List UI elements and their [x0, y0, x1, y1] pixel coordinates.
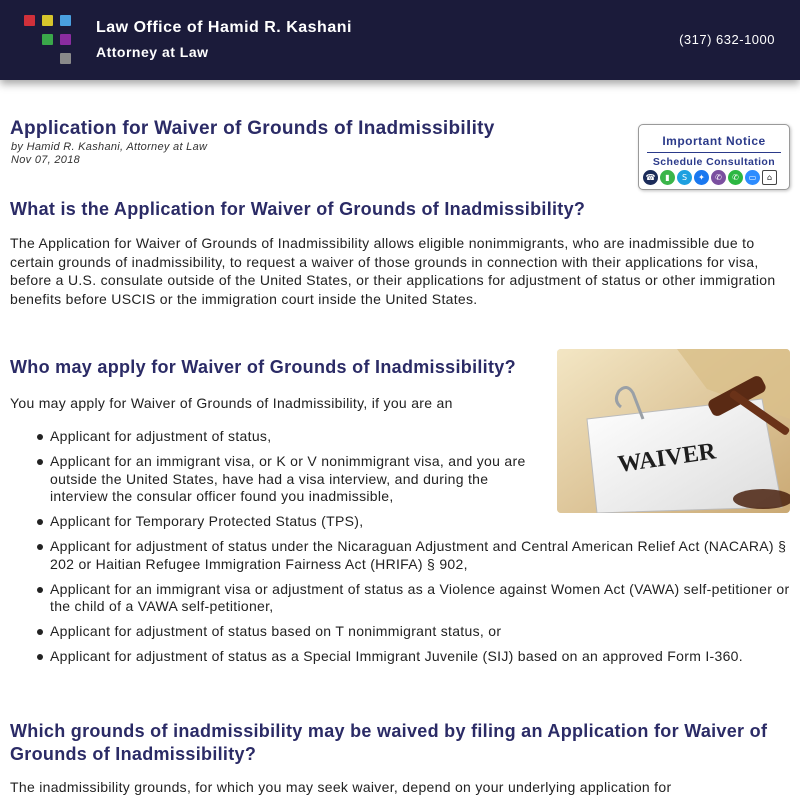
firm-name[interactable]: Law Office of Hamid R. Kashani [96, 19, 352, 36]
whatsapp-icon[interactable]: ✆ [728, 170, 743, 185]
list-item: Applicant for an immigrant visa, or K or V nonimmigrant visa, and you are outside the United States, have had a visa interview, and during the interview the consular officer found you inadmissible, [10, 453, 530, 506]
author-line: by Hamid R. Kashani, Attorney at Law [11, 141, 208, 153]
byline [11, 141, 207, 167]
logo-square [60, 15, 71, 26]
section-intro-who: You may apply for Waiver of Grounds of Inadmissibility, if you are an [10, 395, 453, 411]
list-item: Applicant for Temporary Protected Status (TPS), [10, 513, 792, 531]
firm-subtitle: Attorney at Law [96, 44, 209, 60]
logo-square [24, 15, 35, 26]
list-item: Applicant for adjustment of status under the Nicaraguan Adjustment and Central American Relief Act (NACARA) § 202 or Haitian Refugee Immigration Fairness Act (HRIFA) § 902, [10, 538, 792, 573]
eligibility-list [10, 428, 792, 673]
viber-icon[interactable]: ✆ [711, 170, 726, 185]
office-visit-icon[interactable]: ⌂ [762, 170, 777, 185]
facetime-icon[interactable]: ▮ [660, 170, 675, 185]
logo-square [42, 34, 53, 45]
section-heading-what: What is the Application for Waiver of Grounds of Inadmissibility? [10, 199, 586, 219]
list-item: Applicant for adjustment of status based on T nonimmigrant status, or [10, 623, 792, 641]
page-title: Application for Waiver of Grounds of Inadmissibility [10, 118, 495, 139]
contact-icons [643, 170, 787, 186]
list-item: Applicant for adjustment of status, [10, 428, 530, 446]
skype-icon[interactable]: S [677, 170, 692, 185]
logo-square [42, 15, 53, 26]
section-heading-which: Which grounds of inadmissibility may be waived by filing an Application for Waiver of Grounds of Inadmissibility? [10, 721, 768, 764]
important-notice-box[interactable] [638, 124, 790, 190]
list-item: Applicant for adjustment of status as a Special Immigrant Juvenile (SIJ) based on an approved Form I-360. [10, 648, 792, 666]
schedule-consultation-link[interactable]: Schedule Consultation [652, 156, 776, 168]
site-header [0, 0, 800, 80]
notice-title[interactable]: Important Notice [662, 134, 766, 148]
date-line: Nov 07, 2018 [11, 154, 81, 166]
zoom-icon[interactable]: ▭ [745, 170, 760, 185]
notice-divider [647, 152, 781, 153]
messenger-icon[interactable]: ✦ [694, 170, 709, 185]
list-item: Applicant for an immigrant visa or adjustment of status as a Violence against Women Act (VAWA) self-petitioner or the child of a VAWA self-petitioner, [10, 581, 792, 616]
section-text-which: The inadmissibility grounds, for which you may seek waiver, depend on your underlying application for [10, 779, 672, 795]
firm-logo[interactable] [24, 15, 72, 65]
phone-icon[interactable]: ☎ [643, 170, 658, 185]
waiver-label: WAIVER [616, 438, 718, 478]
section-heading-who: Who may apply for Waiver of Grounds of Inadmissibility? [10, 357, 516, 377]
logo-square [60, 34, 71, 45]
logo-square [60, 53, 71, 64]
phone-number-link[interactable]: (317) 632-1000 [679, 32, 775, 47]
section-text-what: The Application for Waiver of Grounds of Inadmissibility allows eligible nonimmigrants, who are inadmissible due to certain grounds of inadmissibility, to request a waiver of those grounds in connection with their applications for visa, before a U.S. consulate outside of the United States, or their applications for adjustment of status or other immigration benefits before USCIS or the immigration court inside the United States. [10, 235, 776, 307]
